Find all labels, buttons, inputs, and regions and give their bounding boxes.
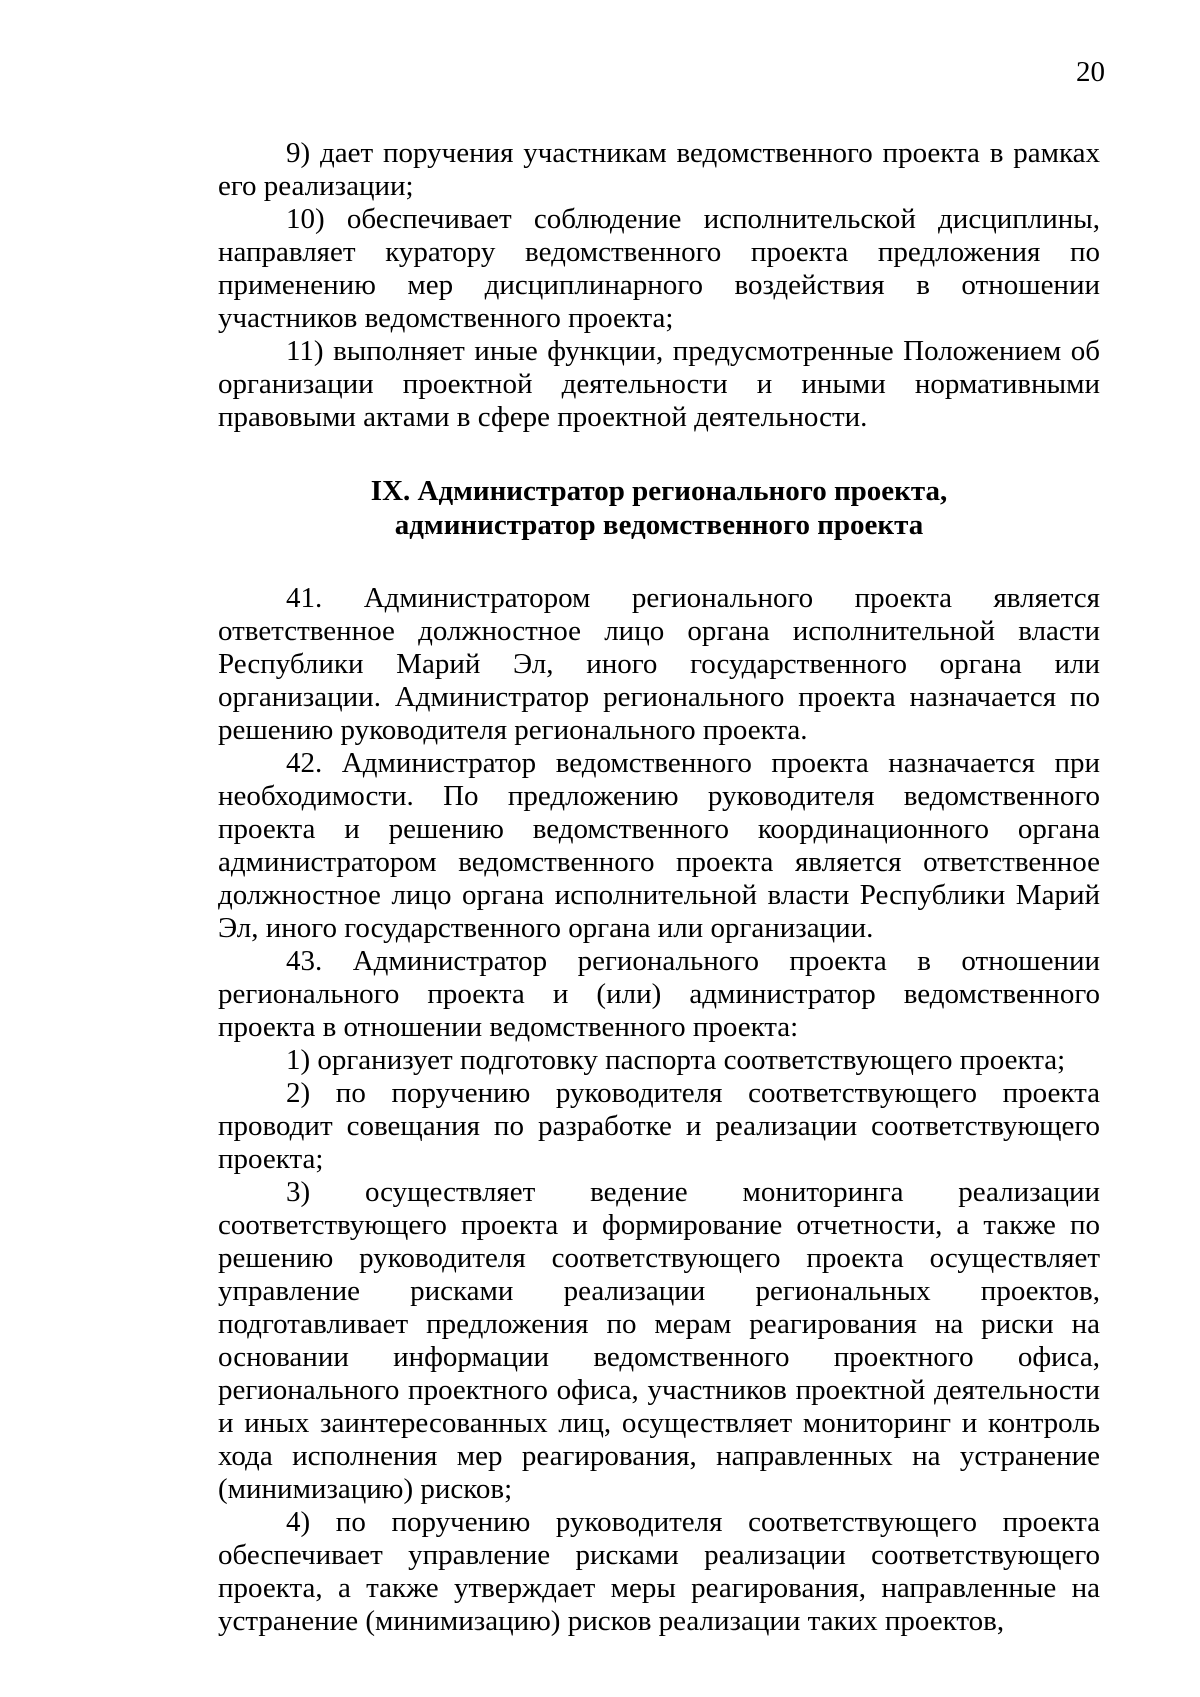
paragraph-item-9: 9) дает поручения участникам ведомственного проекта в рамках его реализации; xyxy=(218,137,1100,202)
list-item-2: 2) по поручению руководителя соответствующего проекта проводит совещания по разработке и реализации соответствующего проекта; xyxy=(218,1077,1100,1175)
document-body xyxy=(218,137,1100,1638)
list-item-1: 1) организует подготовку паспорта соответствующего проекта; xyxy=(286,1044,1066,1076)
paragraph-item-10: 10) обеспечивает соблюдение исполнительской дисциплины, направляет куратору ведомственного проекта предложения по применению мер дисциплинарного воздействия в отношении участников ведомственного проекта; xyxy=(218,203,1100,334)
paragraph-43: 43. Администратор регионального проекта в отношении регионального проекта и (или) администратор ведомственного проекта в отношении ведомственного проекта: xyxy=(218,945,1100,1043)
paragraph-41: 41. Администратором регионального проекта является ответственное должностное лицо органа исполнительной власти Республики Марий Эл, иного государственного органа или организации. Администратор регионального проекта назначается по решению руководителя регионального проекта. xyxy=(218,582,1100,746)
page-number: 20 xyxy=(1076,56,1105,88)
paragraph-item-11: 11) выполняет иные функции, предусмотренные Положением об организации проектной деятельности и иными нормативными правовыми актами в сфере проектной деятельности. xyxy=(218,335,1100,433)
list-item-3: 3) осуществляет ведение мониторинга реализации соответствующего проекта и формирование отчетности, а также по решению руководителя соответствующего проекта осуществляет управление рисками реализации региональных проектов, подготавливает предложения по мерам реагирования на риски на основании информации ведомственного проектного офиса, регионального проектного офиса, участников проектной деятельности и иных заинтересованных лиц, осуществляет мониторинг и контроль хода исполнения мер реагирования, направленных на устранение (минимизацию) рисков; xyxy=(218,1176,1100,1505)
section-heading-line-2: администратор ведомственного проекта xyxy=(394,509,924,541)
section-heading-line-1: IX. Администратор регионального проекта, xyxy=(370,475,948,507)
section-heading xyxy=(218,474,1100,542)
list-item-4: 4) по поручению руководителя соответствующего проекта обеспечивает управление рисками реализации соответствующего проекта, а также утверждает меры реагирования, направленные на устранение (минимизацию) рисков реализации таких проектов, xyxy=(218,1506,1100,1637)
paragraph-42: 42. Администратор ведомственного проекта назначается при необходимости. По предложению руководителя ведомственного проекта и решению ведомственного координационного органа администратором ведомственного проекта является ответственное должностное лицо органа исполнительной власти Республики Марий Эл, иного государственного органа или организации. xyxy=(218,747,1100,944)
